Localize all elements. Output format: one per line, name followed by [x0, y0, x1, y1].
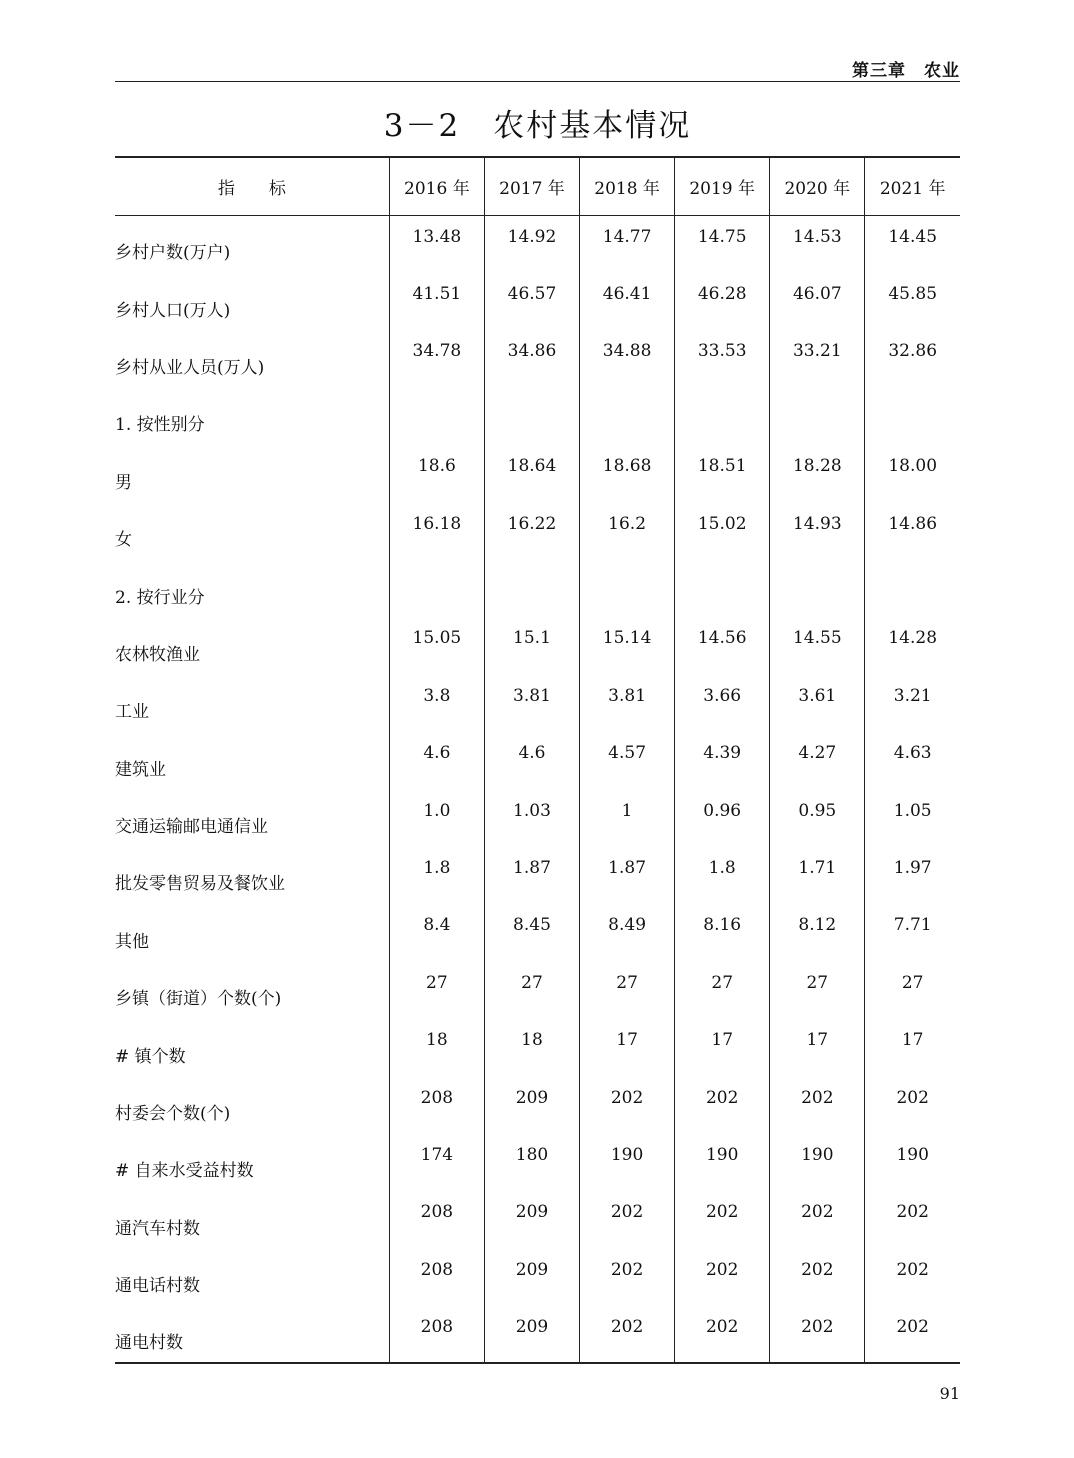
table-cell: 16.18 [389, 502, 484, 559]
table-cell: 46.28 [675, 272, 770, 329]
table-cell [389, 387, 484, 444]
table-cell: 202 [865, 1076, 960, 1133]
row-label: 批发零售贸易及餐饮业 [115, 874, 285, 895]
table-cell: 1.97 [865, 846, 960, 903]
table-cell [484, 559, 579, 616]
column-header-2016: 2016 年 [389, 157, 484, 215]
header-divider [115, 81, 960, 82]
table-cell: 14.92 [484, 215, 579, 272]
table-cell: 190 [675, 1133, 770, 1190]
table-cell: 14.53 [770, 215, 865, 272]
table-cell: 180 [484, 1133, 579, 1190]
row-label: 女 [115, 530, 132, 551]
table-cell: 4.39 [675, 732, 770, 789]
table-cell: 46.07 [770, 272, 865, 329]
table-cell: 1.87 [484, 846, 579, 903]
table-cell: 33.21 [770, 330, 865, 387]
table-cell: 15.02 [675, 502, 770, 559]
rural-basic-table [115, 156, 960, 1364]
table-cell: 8.16 [675, 904, 770, 961]
table-cell: 18.68 [580, 445, 675, 502]
table-cell: 202 [675, 1248, 770, 1305]
table-cell: 27 [675, 961, 770, 1018]
table-cell [675, 559, 770, 616]
table-cell: 27 [484, 961, 579, 1018]
table-cell: 14.86 [865, 502, 960, 559]
table-cell: 202 [770, 1191, 865, 1248]
table-row [115, 789, 960, 846]
table-cell: 8.4 [389, 904, 484, 961]
table-cell: 202 [770, 1076, 865, 1133]
table-cell: 4.27 [770, 732, 865, 789]
table-row [115, 387, 960, 444]
table-row [115, 215, 960, 272]
table-cell: 202 [675, 1305, 770, 1362]
table-cell: 4.6 [484, 732, 579, 789]
table-cell: 4.63 [865, 732, 960, 789]
table-cell: 16.22 [484, 502, 579, 559]
table-row [115, 1305, 960, 1362]
row-label: 交通运输邮电通信业 [115, 817, 268, 838]
table-cell [865, 387, 960, 444]
table-cell: 14.56 [675, 617, 770, 674]
table-cell: 1.8 [389, 846, 484, 903]
table-cell: 33.53 [675, 330, 770, 387]
row-label: # 镇个数 [115, 1046, 186, 1067]
table-row [115, 617, 960, 674]
table-cell: 3.21 [865, 674, 960, 731]
table-cell: 190 [580, 1133, 675, 1190]
table-cell [580, 559, 675, 616]
table-row [115, 1133, 960, 1190]
table-cell: 13.48 [389, 215, 484, 272]
table-cell [580, 387, 675, 444]
table-row [115, 1076, 960, 1133]
row-label: 乡村人口(万人) [115, 300, 231, 321]
table-cell: 17 [580, 1018, 675, 1075]
table-cell: 14.45 [865, 215, 960, 272]
table-cell: 202 [675, 1076, 770, 1133]
table-row [115, 445, 960, 502]
page-number: 91 [939, 1384, 960, 1403]
table-cell: 18 [389, 1018, 484, 1075]
table-cell: 1.03 [484, 789, 579, 846]
page-title: 3－2 农村基本情况 [383, 108, 692, 144]
table-cell: 27 [770, 961, 865, 1018]
table-cell: 190 [865, 1133, 960, 1190]
table-cell: 208 [389, 1248, 484, 1305]
table-cell: 4.6 [389, 732, 484, 789]
table-cell: 32.86 [865, 330, 960, 387]
table-cell: 18.51 [675, 445, 770, 502]
table-cell: 3.61 [770, 674, 865, 731]
table-cell: 202 [770, 1305, 865, 1362]
table-cell: 208 [389, 1191, 484, 1248]
row-label: 2. 按行业分 [115, 587, 205, 608]
table-cell: 209 [484, 1076, 579, 1133]
table-cell: 202 [580, 1191, 675, 1248]
row-label: 男 [115, 472, 132, 493]
row-label: 乡镇（街道）个数(个) [115, 989, 282, 1010]
table-cell: 15.1 [484, 617, 579, 674]
table-cell: 1.87 [580, 846, 675, 903]
row-label: 其他 [115, 931, 149, 952]
table-cell [484, 387, 579, 444]
table-row [115, 1191, 960, 1248]
table-cell: 202 [770, 1248, 865, 1305]
table-row [115, 1018, 960, 1075]
table-cell: 202 [865, 1248, 960, 1305]
row-label: 通汽车村数 [115, 1218, 200, 1239]
row-label: 农林牧渔业 [115, 644, 200, 665]
table-row [115, 272, 960, 329]
table-cell: 202 [865, 1305, 960, 1362]
table-cell: 202 [675, 1191, 770, 1248]
table-cell: 209 [484, 1191, 579, 1248]
row-label: 村委会个数(个) [115, 1104, 231, 1125]
table-row [115, 559, 960, 616]
table-cell: 202 [580, 1248, 675, 1305]
table-body [115, 215, 960, 1363]
table-cell: 7.71 [865, 904, 960, 961]
column-header-2020: 2020 年 [770, 157, 865, 215]
table-cell [675, 387, 770, 444]
table-cell: 202 [865, 1191, 960, 1248]
table-cell: 190 [770, 1133, 865, 1190]
table-cell: 27 [865, 961, 960, 1018]
table-cell: 41.51 [389, 272, 484, 329]
table-cell: 14.75 [675, 215, 770, 272]
table-row [115, 732, 960, 789]
table-row [115, 330, 960, 387]
table-row [115, 1248, 960, 1305]
table-row [115, 961, 960, 1018]
row-label: 建筑业 [115, 759, 166, 780]
table-cell: 8.49 [580, 904, 675, 961]
table-cell [865, 559, 960, 616]
table-cell: 1 [580, 789, 675, 846]
row-label: # 自来水受益村数 [115, 1161, 254, 1182]
table-row [115, 674, 960, 731]
column-header-2018: 2018 年 [580, 157, 675, 215]
table-cell: 14.77 [580, 215, 675, 272]
table-cell: 46.57 [484, 272, 579, 329]
row-label: 1. 按性别分 [115, 415, 205, 436]
table-cell: 18.6 [389, 445, 484, 502]
table-cell: 34.88 [580, 330, 675, 387]
table-row [115, 502, 960, 559]
table-row [115, 846, 960, 903]
table-cell: 18 [484, 1018, 579, 1075]
table-cell: 209 [484, 1305, 579, 1362]
table-cell: 208 [389, 1076, 484, 1133]
table-cell: 27 [389, 961, 484, 1018]
table-cell: 1.0 [389, 789, 484, 846]
table-cell [389, 559, 484, 616]
table-cell: 209 [484, 1248, 579, 1305]
table-cell: 0.95 [770, 789, 865, 846]
table-cell: 1.71 [770, 846, 865, 903]
table-cell: 202 [580, 1305, 675, 1362]
table-cell: 14.28 [865, 617, 960, 674]
table-cell: 8.12 [770, 904, 865, 961]
column-header-indicator: 指 标 [115, 157, 389, 215]
table-cell: 4.57 [580, 732, 675, 789]
table-cell: 1.8 [675, 846, 770, 903]
table-cell: 34.86 [484, 330, 579, 387]
table-cell: 174 [389, 1133, 484, 1190]
table-cell: 3.81 [484, 674, 579, 731]
row-label: 乡村户数(万户) [115, 243, 231, 264]
table-cell: 208 [389, 1305, 484, 1362]
column-header-2017: 2017 年 [484, 157, 579, 215]
row-label: 通电村数 [115, 1305, 389, 1362]
table-cell: 27 [580, 961, 675, 1018]
table-cell: 0.96 [675, 789, 770, 846]
table-cell: 18.00 [865, 445, 960, 502]
table-header-row [115, 157, 960, 215]
row-label: 通电话村数 [115, 1276, 200, 1297]
table-cell: 202 [580, 1076, 675, 1133]
table-cell: 1.05 [865, 789, 960, 846]
table-cell: 14.93 [770, 502, 865, 559]
table-cell: 3.66 [675, 674, 770, 731]
column-header-2021: 2021 年 [865, 157, 960, 215]
table-cell: 46.41 [580, 272, 675, 329]
table-cell [770, 387, 865, 444]
table-cell: 15.05 [389, 617, 484, 674]
table-cell: 45.85 [865, 272, 960, 329]
table-cell: 8.45 [484, 904, 579, 961]
table-cell: 14.55 [770, 617, 865, 674]
column-header-2019: 2019 年 [675, 157, 770, 215]
table-cell: 3.81 [580, 674, 675, 731]
chapter-header: 第三章 农业 [852, 61, 960, 81]
row-label: 乡村从业人员(万人) [115, 357, 265, 378]
table-cell: 15.14 [580, 617, 675, 674]
table-cell: 18.28 [770, 445, 865, 502]
table-cell: 17 [865, 1018, 960, 1075]
table-cell: 34.78 [389, 330, 484, 387]
row-label: 工业 [115, 702, 149, 723]
table-row [115, 904, 960, 961]
table-cell: 16.2 [580, 502, 675, 559]
table-cell: 17 [675, 1018, 770, 1075]
table-cell: 3.8 [389, 674, 484, 731]
table-cell [770, 559, 865, 616]
table-cell: 17 [770, 1018, 865, 1075]
table-cell: 18.64 [484, 445, 579, 502]
